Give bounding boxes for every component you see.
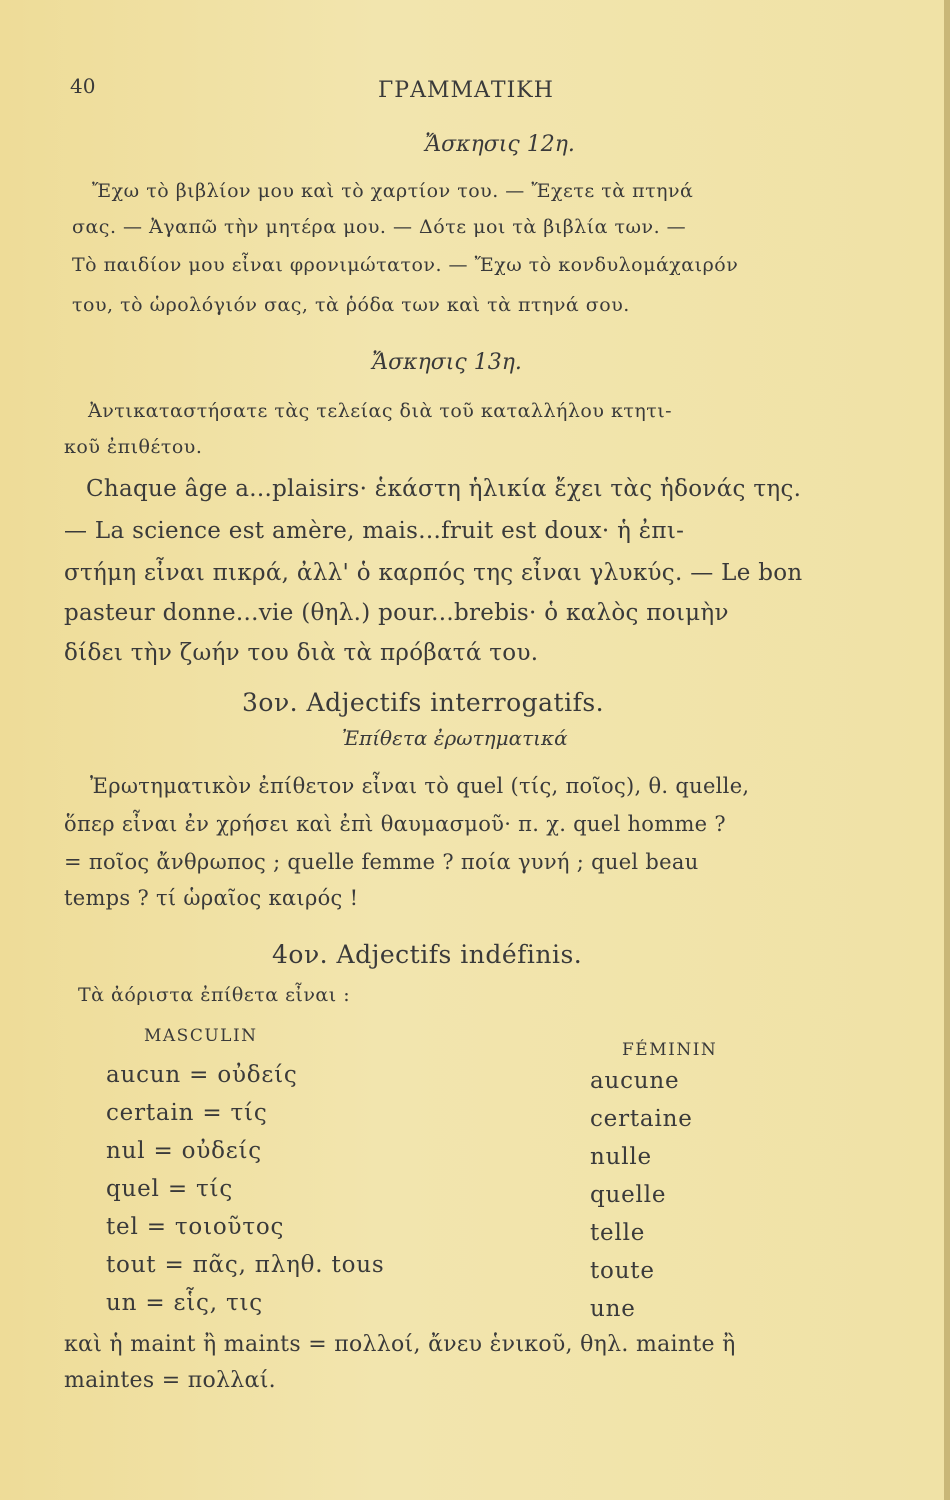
feminine-item: telle xyxy=(590,1220,646,1246)
masculine-item: certain = τίς xyxy=(106,1100,268,1126)
feminine-item: toute xyxy=(590,1258,655,1284)
feminine-item: nulle xyxy=(590,1144,652,1170)
exercise-13-line: — La science est amère, mais...fruit est doux· ἡ ἐπι- xyxy=(64,518,685,544)
section-3-line: ὅπερ εἶναι ἐν χρήσει καὶ ἐπὶ θαυμασμοῦ· π. χ. quel homme ? xyxy=(64,812,726,836)
page-edge xyxy=(944,0,950,1500)
section-3-title: 3ον. Adjectifs interrogatifs. xyxy=(242,688,605,717)
exercise-13-line: στήμη εἶναι πικρά, ἀλλ' ὁ καρπός της εἶναι γλυκύς. — Le bon xyxy=(64,560,803,586)
exercise-12-line: Ἔχω τὸ βιβλίον μου καὶ τὸ χαρτίον του. — Ἔχετε τὰ πτηνά xyxy=(92,180,694,202)
section-4-title: 4ον. Adjectifs indéfinis. xyxy=(272,940,583,969)
exercise-13-line: κοῦ ἐπιθέτου. xyxy=(64,436,203,458)
masculine-item: quel = τίς xyxy=(106,1176,234,1202)
masculine-item: nul = οὐδείς xyxy=(106,1138,262,1164)
masculine-item: tout = πᾶς, πληθ. tous xyxy=(106,1252,385,1278)
running-title: ΓΡΑΜΜΑΤΙΚΗ xyxy=(378,78,554,103)
masculine-item: tel = τοιοῦτος xyxy=(106,1214,285,1240)
closing-line: καὶ ἡ maint ἢ maints = πολλοί, ἄνευ ἑνικοῦ, θηλ. mainte ἢ xyxy=(64,1332,736,1357)
section-3-line: = ποῖος ἄνθρωπος ; quelle femme ? ποία γυνή ; quel beau xyxy=(64,850,699,874)
exercise-12-line: Τὸ παιδίον μου εἶναι φρονιμώτατον. — Ἔχω τὸ κονδυλομάχαιρόν xyxy=(72,254,739,276)
feminine-item: aucune xyxy=(590,1068,680,1094)
exercise-13-line: Ἀντικαταστήσατε τὰς τελείας διὰ τοῦ καταλλήλου κτητι- xyxy=(88,400,673,422)
section-3-line: Ἐρωτηματικὸν ἐπίθετον εἶναι τὸ quel (τίς, ποῖος), θ. quelle, xyxy=(90,774,750,798)
exercise-13-line: pasteur donne...vie (θηλ.) pour...brebis· ὁ καλὸς ποιμὴν xyxy=(64,600,729,626)
page-number: 40 xyxy=(70,74,96,98)
exercise-13-line: δίδει τὴν ζωήν του διὰ τὰ πρόβατά του. xyxy=(64,640,539,666)
section-4-intro: Τὰ ἀόριστα ἐπίθετα εἶναι : xyxy=(78,984,351,1006)
feminine-column-header: FÉMININ xyxy=(622,1040,718,1060)
feminine-item: une xyxy=(590,1296,636,1322)
exercise-12-title: Ἄσκησις 12η. xyxy=(425,132,575,157)
feminine-item: quelle xyxy=(590,1182,667,1208)
section-3-line: temps ? τί ὡραῖος καιρός ! xyxy=(64,886,359,910)
exercise-13-line: Chaque âge a...plaisirs· ἑκάστη ἡλικία ἔχει τὰς ἡδονάς της. xyxy=(86,476,802,502)
masculine-item: aucun = οὐδείς xyxy=(106,1062,298,1088)
closing-line: maintes = πολλαί. xyxy=(64,1368,276,1393)
exercise-12-line: του, τὸ ὡρολόγιόν σας, τὰ ῥόδα των καὶ τὰ πτηνά σου. xyxy=(72,294,630,316)
masculine-item: un = εἷς, τις xyxy=(106,1290,263,1316)
exercise-13-title: Ἄσκησις 13η. xyxy=(372,350,522,375)
feminine-item: certaine xyxy=(590,1106,693,1132)
masculine-column-header: MASCULIN xyxy=(144,1026,258,1046)
exercise-12-line: σας. — Ἀγαπῶ τὴν μητέρα μου. — Δότε μοι τὰ βιβλία των. — xyxy=(72,216,687,238)
section-3-subtitle: Ἐπίθετα ἐρωτηματικά xyxy=(342,726,568,750)
